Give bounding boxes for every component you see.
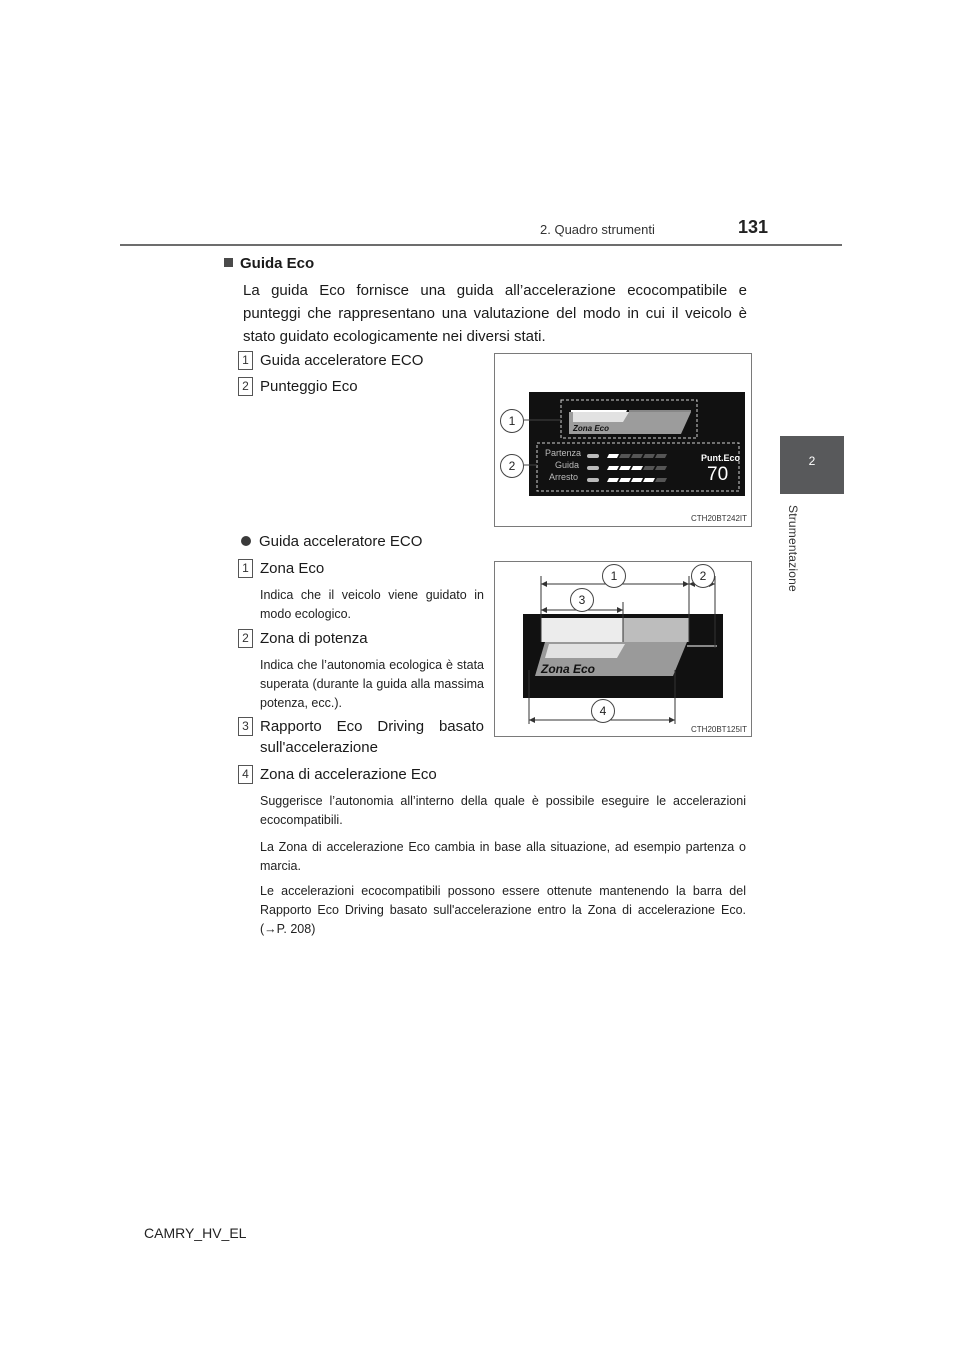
note-paragraph: La Zona di accelerazione Eco cambia in base alla situazione, ad esempio partenza o marcia. bbox=[260, 840, 746, 873]
number-badge: 2 bbox=[238, 377, 253, 396]
eco-display-illustration bbox=[495, 354, 751, 526]
definition-item bbox=[238, 558, 484, 624]
intro-paragraph: La guida Eco fornisce una guida all’accelerazione ecocompatibile e punteggi che rappresentano una valutazione del modo in cui il veicolo è stato guidato ecologicamente nei diversi stati. bbox=[243, 282, 747, 345]
square-bullet-icon bbox=[224, 258, 233, 267]
header-rule bbox=[120, 244, 842, 246]
number-badge: 1 bbox=[238, 559, 253, 578]
round-bullet-icon bbox=[241, 536, 251, 546]
eco-guide-figure bbox=[494, 353, 752, 527]
eco-score-label: Punt.Eco bbox=[701, 453, 741, 463]
figure-code: CTH20BT125IT bbox=[691, 725, 748, 734]
definition-title: Rapporto Eco Driving basato sull'accelerazione bbox=[260, 718, 484, 756]
chapter-tab-label: Strumentazione bbox=[786, 505, 800, 592]
zone-eco-label: Zona Eco bbox=[573, 424, 610, 433]
callout-3: 3 bbox=[570, 588, 594, 612]
number-badge: 1 bbox=[238, 351, 253, 370]
definition-item bbox=[238, 628, 484, 713]
row-label-stop: Arresto bbox=[549, 472, 579, 482]
subsection-heading bbox=[241, 531, 422, 552]
callout-4: 4 bbox=[591, 699, 615, 723]
footer-model-code: CAMRY_HV_EL bbox=[144, 1225, 247, 1241]
number-badge: 3 bbox=[238, 717, 253, 736]
row-label-drive: Guida bbox=[555, 460, 580, 470]
figure-code: CTH20BT242IT bbox=[691, 514, 748, 523]
page-number: 131 bbox=[738, 217, 769, 237]
chapter-tab-number: 2 bbox=[808, 454, 816, 468]
section-heading-text: Guida Eco bbox=[240, 255, 315, 272]
eco-accelerator-figure bbox=[494, 561, 752, 737]
callout-2: 2 bbox=[691, 564, 715, 588]
legend-label: Guida acceleratore ECO bbox=[260, 352, 424, 369]
definition-text: Suggerisce l’autonomia all’interno della quale è possibile eseguire le accelerazioni ecocompatibili. bbox=[260, 794, 746, 827]
definition-title: Zona di accelerazione Eco bbox=[260, 766, 437, 783]
number-badge: 2 bbox=[238, 629, 253, 648]
callout-1: 1 bbox=[602, 564, 626, 588]
definition-title: Zona di potenza bbox=[260, 630, 368, 647]
zone-eco-label: Zona Eco bbox=[541, 662, 596, 676]
eco-zone-diagram bbox=[495, 562, 751, 736]
subsection-heading-text: Guida acceleratore ECO bbox=[259, 533, 423, 550]
definition-text: Indica che l’autonomia ecologica è stata superata (durante la guida alla massima potenza, ecc.). bbox=[260, 658, 484, 710]
definition-title: Zona Eco bbox=[260, 560, 325, 577]
eco-score-value: 70 bbox=[707, 464, 729, 485]
definition-item bbox=[238, 764, 746, 830]
legend-label: Punteggio Eco bbox=[260, 378, 358, 395]
section-title: 2. Quadro strumenti bbox=[540, 222, 655, 237]
row-label-start: Partenza bbox=[545, 448, 582, 458]
callout-1: 1 bbox=[500, 409, 524, 433]
section-heading bbox=[224, 255, 314, 272]
number-badge: 4 bbox=[238, 765, 253, 784]
definition-item bbox=[238, 716, 484, 758]
definition-text: Indica che il veicolo viene guidato in modo ecologico. bbox=[260, 588, 484, 621]
callout-2: 2 bbox=[500, 454, 524, 478]
note-paragraph: Le accelerazioni ecocompatibili possono essere ottenute mantenendo la barra del Rapporto Eco Driving basato sull'accelerazione entro la Zona di accelerazione Eco. (→P. 208) bbox=[260, 884, 746, 936]
